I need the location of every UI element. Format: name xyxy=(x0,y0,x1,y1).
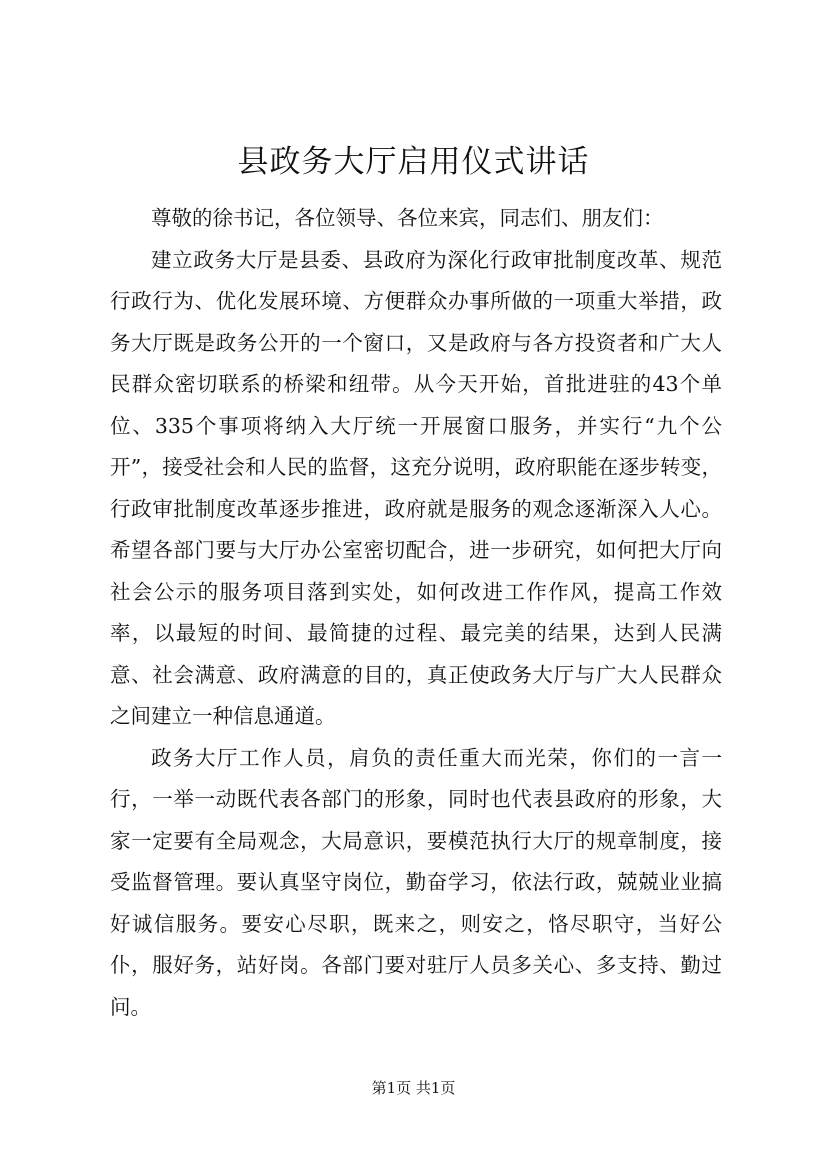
body-paragraph-1: 建立政务大厅是县委、县政府为深化行政审批制度改革、规范行政行为、优化发展环境、方便群众办事所做的一项重大举措，政务大厅既是政务公开的一个窗口，又是政府与各方投资者和广大人民群众密切联系的桥梁和纽带。从今天开始，首批进驻的43个单位、335个事项将纳入大厅统一开展窗口服务，并实行“九个公开”，接受社会和人民的监督，这充分说明，政府职能在逐步转变，行政审批制度改革逐步推进，政府就是服务的观念逐渐深入人心。希望各部门要与大厅办公室密切配合，进一步研究，如何把大厅向社会公示的服务项目落到实处，如何改进工作作风，提高工作效率，以最短的时间、最简捷的过程、最完美的结果，达到人民满意、社会满意、政府满意的目的，真正使政务大厅与广大人民群众之间建立一种信息通道。 xyxy=(110,247,722,728)
page-footer: 第1页 共1页 xyxy=(371,1079,456,1097)
greeting-line: 尊敬的徐书记，各位领导、各位来宾，同志们、朋友们： xyxy=(151,206,664,230)
body-paragraph-2: 政务大厅工作人员，肩负的责任重大而光荣，你们的一言一行，一举一动既代表各部门的形象，同时也代表县政府的形象，大家一定要有全局观念，大局意识，要模范执行大厅的规章制度，接受监督管理。要认真坚守岗位，勤奋学习，依法行政，兢兢业业搞好诚信服务。要安心尽职，既来之，则安之，恪尽职守，当好公仆，服好务，站好岗。各部门要对驻厅人员多关心、多支持、勤过问。 xyxy=(110,745,722,1019)
document-title: 县政务大厅启用仪式讲话 xyxy=(237,144,590,180)
document-body xyxy=(110,198,722,1028)
